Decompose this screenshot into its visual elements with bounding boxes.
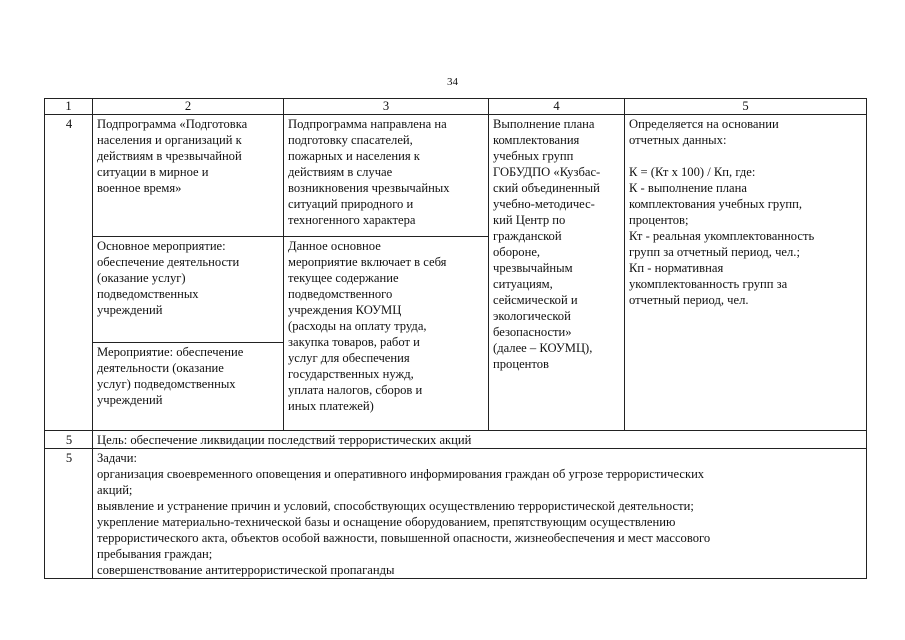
text-line: Определяется на основании xyxy=(629,117,779,131)
text-line: услуг) подведомственных xyxy=(97,377,236,391)
text-line: действиям в чрезвычайной xyxy=(97,149,242,163)
goal-cell: Цель: обеспечение ликвидации последствий террористических акций xyxy=(93,431,867,449)
text-line: Мероприятие: обеспечение xyxy=(97,345,244,359)
program-table xyxy=(44,98,867,579)
text-line: отчетный период, чел. xyxy=(629,293,749,307)
text-line: Основное мероприятие: xyxy=(97,239,226,253)
text-line: отчетных данных: xyxy=(629,133,727,147)
text-line: текущее содержание xyxy=(288,271,399,285)
text-line: пребывания граждан; xyxy=(97,547,213,561)
table-row xyxy=(45,115,867,237)
text-line: возникновения чрезвычайных xyxy=(288,181,450,195)
text-line: (оказание услуг) xyxy=(97,271,186,285)
text-line: Кп - нормативная xyxy=(629,261,724,275)
text-line: подведомственных xyxy=(97,287,199,301)
text-line: групп за отчетный период, чел.; xyxy=(629,245,800,259)
text-line: ситуаций природного и xyxy=(288,197,414,211)
table-header-row xyxy=(45,99,867,115)
text-line: населения и организаций к xyxy=(97,133,242,147)
text-line: государственных нужд, xyxy=(288,367,414,381)
text-line: военное время» xyxy=(97,181,182,195)
text-line xyxy=(629,148,863,164)
activity-cell xyxy=(93,343,284,431)
indicator-name-cell xyxy=(489,115,625,431)
header-cell: 1 xyxy=(45,99,93,115)
header-cell: 5 xyxy=(625,99,867,115)
text-line: обеспечение деятельности xyxy=(97,255,240,269)
row-number: 4 xyxy=(45,115,93,431)
text-line: мероприятие включает в себя xyxy=(288,255,447,269)
row-number: 5 xyxy=(45,431,93,449)
page-number: 34 xyxy=(447,76,458,88)
text-line: ситуации в мирное и xyxy=(97,165,209,179)
text-line: К = (Кт х 100) / Кп, где: xyxy=(629,165,756,179)
text-line: кий Центр по xyxy=(493,213,566,227)
text-line: укрепление материально-технической базы и оснащение оборудованием, препятствующим осуществлению xyxy=(97,515,676,529)
text-line: террористического акта, объектов особой важности, повышенной опасности, жизнеобеспечения и мест массового xyxy=(97,531,711,545)
text-line: учреждений xyxy=(97,393,163,407)
text-line: учреждений xyxy=(97,303,163,317)
text-line: (расходы на оплату труда, xyxy=(288,319,427,333)
header-cell: 3 xyxy=(284,99,489,115)
subprogram-name-cell xyxy=(93,115,284,237)
text-line: ситуациям, xyxy=(493,277,553,291)
text-line: выявление и устранение причин и условий, способствующих осуществлению террористической деятельности; xyxy=(97,499,694,513)
row-number: 5 xyxy=(45,449,93,579)
subprogram-description-cell xyxy=(284,115,489,237)
text-line: экологической xyxy=(493,309,571,323)
header-cell: 2 xyxy=(93,99,284,115)
main-activity-description-cell xyxy=(284,237,489,431)
text-line: иных платежей) xyxy=(288,399,374,413)
text-line: подготовку спасателей, xyxy=(288,133,413,147)
header-cell: 4 xyxy=(489,99,625,115)
text-line: гражданской xyxy=(493,229,562,243)
text-line: комплектования учебных групп, xyxy=(629,197,802,211)
calculation-method-cell xyxy=(625,115,867,431)
text-line: комплектования xyxy=(493,133,580,147)
text-line: деятельности (оказание xyxy=(97,361,224,375)
text-line: действиям в случае xyxy=(288,165,393,179)
text-line: закупка товаров, работ и xyxy=(288,335,420,349)
text-line: Данное основное xyxy=(288,239,381,253)
text-line: Задачи: xyxy=(97,451,137,465)
text-line: учреждения КОУМЦ xyxy=(288,303,402,317)
text-line: безопасности» xyxy=(493,325,572,339)
text-line: Подпрограмма «Подготовка xyxy=(97,117,248,131)
text-line: акций; xyxy=(97,483,133,497)
text-line: совершенствование антитеррористической пропаганды xyxy=(97,563,395,577)
text-line: пожарных и населения к xyxy=(288,149,420,163)
text-line: учебных групп xyxy=(493,149,574,163)
text-line: Подпрограмма направлена на xyxy=(288,117,447,131)
text-line: ский объединенный xyxy=(493,181,600,195)
table-row xyxy=(45,449,867,579)
text-line: Выполнение плана xyxy=(493,117,595,131)
text-line: услуг для обеспечения xyxy=(288,351,410,365)
text-line: обороне, xyxy=(493,245,541,259)
text-line: сейсмической и xyxy=(493,293,578,307)
tasks-cell xyxy=(93,449,867,579)
text-line: техногенного характера xyxy=(288,213,416,227)
text-line: процентов xyxy=(493,357,549,371)
text-line: укомплектованность групп за xyxy=(629,277,788,291)
main-activity-cell xyxy=(93,237,284,343)
text-line: (далее – КОУМЦ), xyxy=(493,341,593,355)
text-line: К - выполнение плана xyxy=(629,181,747,195)
text-line: ГОБУДПО «Кузбас- xyxy=(493,165,601,179)
text-line: процентов; xyxy=(629,213,689,227)
text-line: организация своевременного оповещения и оперативного информирования граждан об угрозе террористических xyxy=(97,467,705,481)
table-row xyxy=(45,431,867,449)
text-line: Кт - реальная укомплектованность xyxy=(629,229,815,243)
text-line: уплата налогов, сборов и xyxy=(288,383,423,397)
text-line: чрезвычайным xyxy=(493,261,573,275)
text-line: подведомственного xyxy=(288,287,393,301)
text-line: учебно-методичес- xyxy=(493,197,595,211)
